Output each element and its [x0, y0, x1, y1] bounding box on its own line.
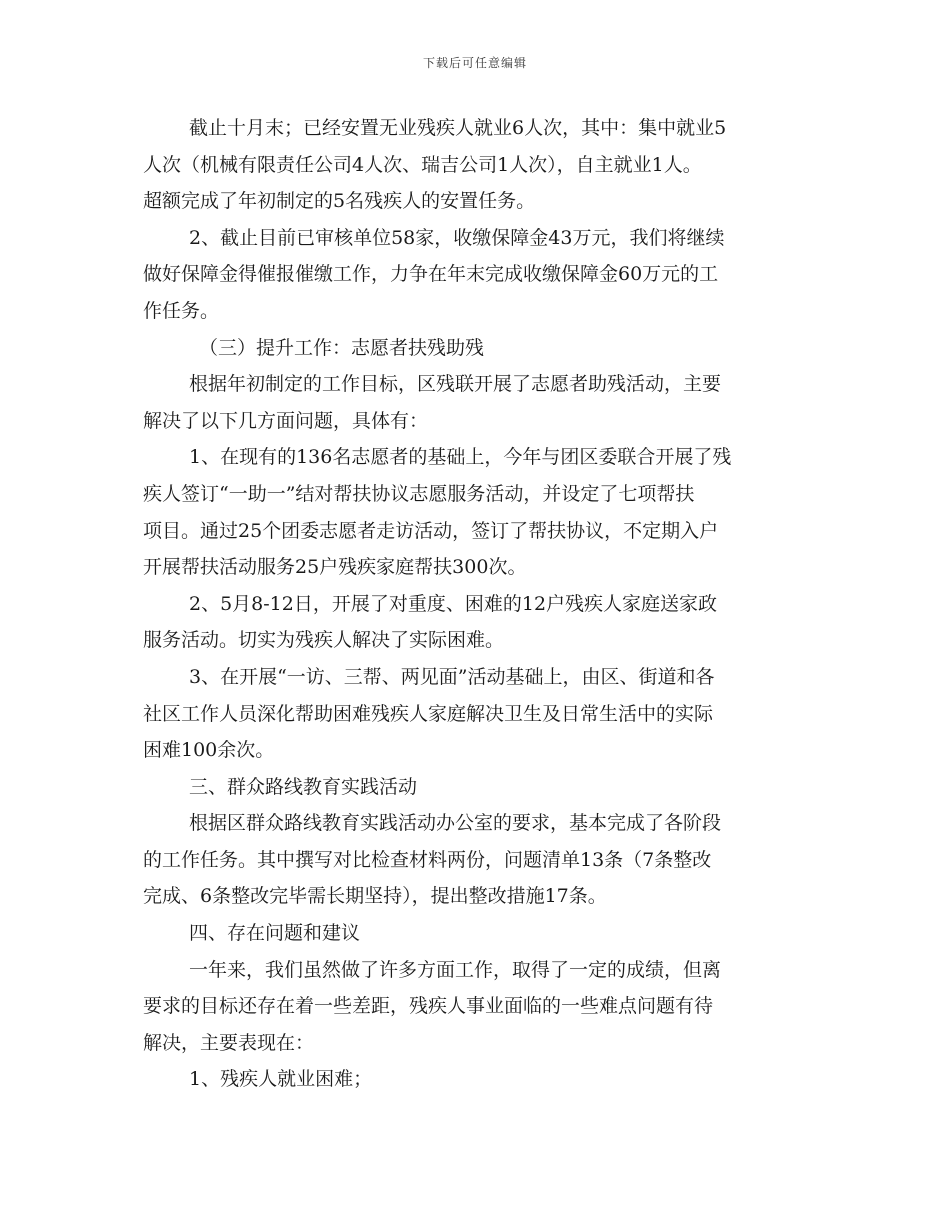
text-line: 2、截止目前已审核单位58家，收缴保障金43万元，我们将继续 — [189, 226, 725, 249]
text-line: 人次（机械有限责任公司4人次、瑞吉公司1人次），自主就业1人。 — [143, 153, 702, 176]
text-line: （三）提升工作：志愿者扶残助残 — [199, 336, 485, 359]
text-line: 完成、6条整改完毕需长期坚持），提出整改措施17条。 — [143, 885, 607, 908]
text-line: 开展帮扶活动服务25户残疾家庭帮扶300次。 — [143, 556, 527, 579]
document-body — [143, 110, 813, 1098]
text-line: 作任务。 — [143, 299, 220, 322]
page-header: 下载后可任意编辑 — [422, 56, 527, 70]
text-line: 一年来，我们虽然做了许多方面工作，取得了一定的成绩，但离 — [189, 958, 722, 981]
text-line: 服务活动。切实为残疾人解决了实际困难。 — [143, 629, 505, 652]
text-line: 三、群众路线教育实践活动 — [189, 775, 418, 798]
text-line: 困难100余次。 — [143, 739, 275, 762]
text-line: 3、在开展“一访、三帮、两见面”活动基础上，由区、街道和各 — [189, 665, 715, 688]
text-line: 截止十月末；已经安置无业残疾人就业6人次，其中：集中就业5 — [189, 117, 727, 139]
text-line: 根据年初制定的工作目标，区残联开展了志愿者助残活动，主要 — [189, 373, 722, 396]
text-line: 1、残疾人就业困难； — [189, 1068, 373, 1091]
text-line: 做好保障金得催报催缴工作，力争在年末完成收缴保障金60万元的工 — [143, 263, 719, 286]
text-line: 项目。通过25个团委志愿者走访活动，签订了帮扶协议，不定期入户 — [143, 519, 719, 542]
text-line: 解决，主要表现在： — [143, 1031, 315, 1054]
text-line: 社区工作人员深化帮助困难残疾人家庭解决卫生及日常生活中的实际 — [143, 702, 714, 725]
text-line: 解决了以下几方面问题，具体有： — [143, 409, 429, 432]
text-line: 超额完成了年初制定的5名残疾人的安置任务。 — [143, 190, 536, 213]
text-line: 根据区群众路线教育实践活动办公室的要求，基本完成了各阶段 — [189, 812, 722, 835]
text-line: 要求的目标还存在着一些差距，残疾人事业面临的一些难点问题有待 — [143, 995, 714, 1018]
text-line: 四、存在问题和建议 — [189, 922, 361, 945]
text-line: 的工作任务。其中撰写对比检查材料两份，问题清单13条（7条整改 — [143, 848, 712, 871]
text-line: 疾人签订“一助一”结对帮扶协议志愿服务活动，并设定了七项帮扶 — [143, 482, 695, 505]
text-line: 1、在现有的136名志愿者的基础上，今年与团区委联合开展了残 — [189, 446, 732, 469]
text-line: 2、5月8-12日，开展了对重度、困难的12户残疾人家庭送家政 — [189, 592, 718, 615]
